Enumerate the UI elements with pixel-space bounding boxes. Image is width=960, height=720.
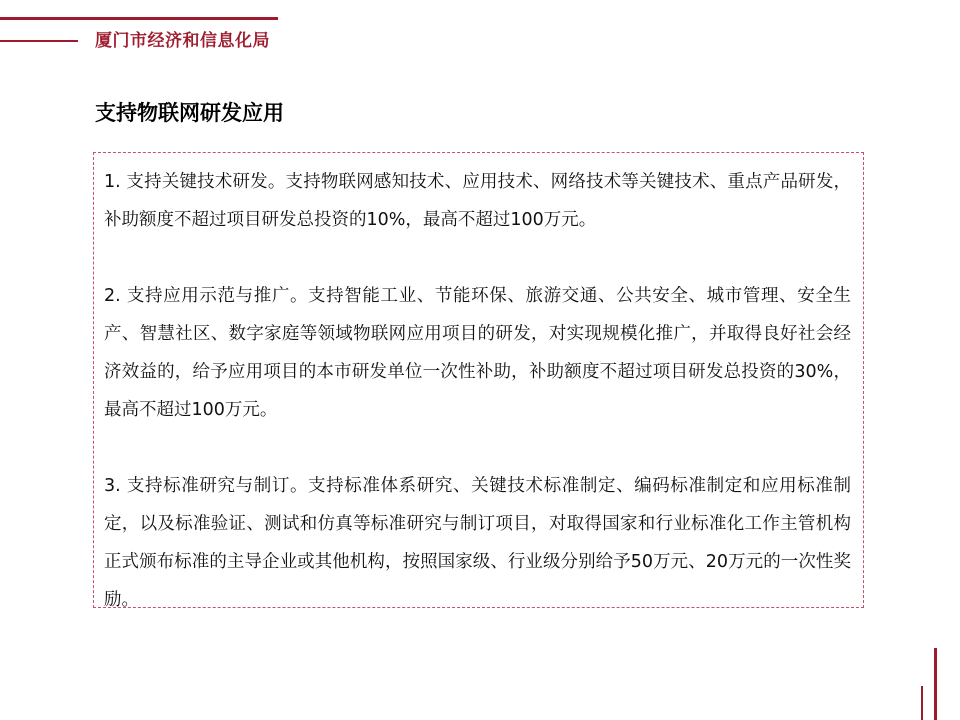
organization-name: 厦门市经济和信息化局: [95, 31, 270, 51]
corner-accent-bar-small: [921, 686, 923, 720]
paragraph-key-technology: 1. 支持关键技术研发。支持物联网感知技术、应用技术、网络技术等关键技术、重点产品研发，补助额度不超过项目研发总投资的10%，最高不超过100万元。: [104, 172, 851, 230]
paragraph-standards: 3. 支持标准研究与制订。支持标准体系研究、关键技术标准制定、编码标准制定和应用标准制定，以及标准验证、测试和仿真等标准研究与制订项目，对取得国家和行业标准化工作主管机构正式颁布标准的主导企业或其他机构，按照国家级、行业级分别给予50万元、20万元的一次性奖励。: [104, 476, 851, 610]
paragraph-application-demo: 2. 支持应用示范与推广。支持智能工业、节能环保、旅游交通、公共安全、城市管理、安全生产、智慧社区、数字家庭等领域物联网应用项目的研发，对实现规模化推广，并取得良好社会经济效益的，给予应用项目的本市研发单位一次性补助，补助额度不超过项目研发总投资的30%，最高不超过100万元。: [104, 286, 851, 420]
slide-title: 支持物联网研发应用: [95, 101, 284, 125]
content-box: [93, 152, 864, 608]
corner-accent-bar: [934, 648, 937, 720]
top-accent-rule: [0, 17, 278, 20]
header-accent-line: [0, 40, 78, 42]
